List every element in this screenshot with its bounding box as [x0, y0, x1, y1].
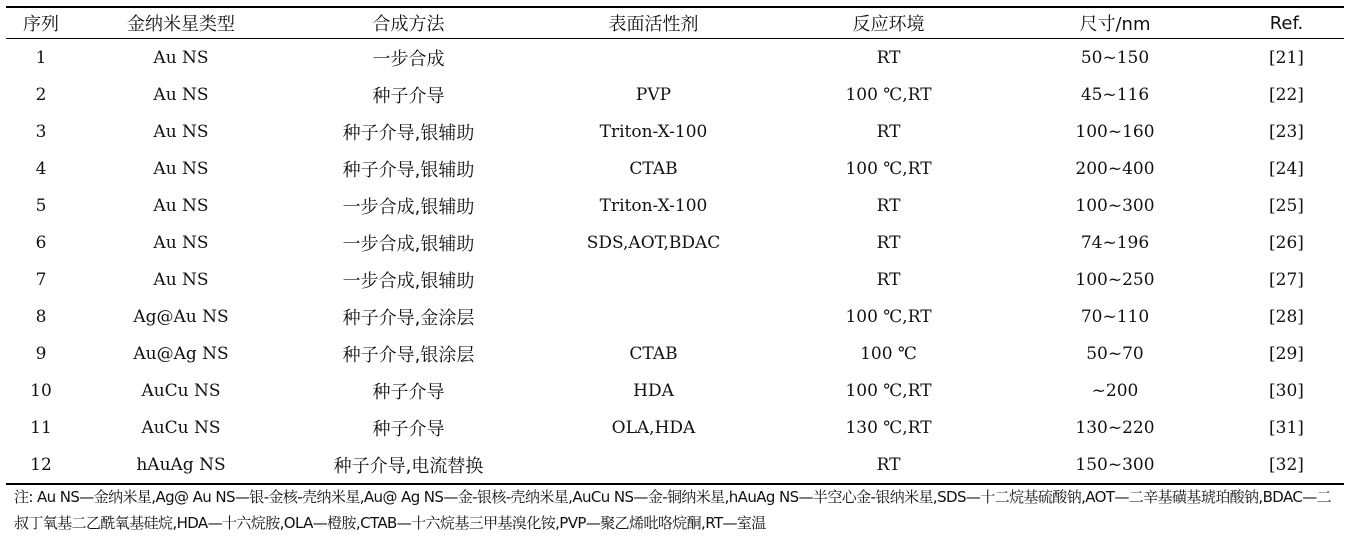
- cell-size: 100~300: [1075, 195, 1155, 216]
- cell-type: Au NS: [153, 84, 209, 105]
- cell-ref: [24]: [1269, 158, 1304, 179]
- cell-type: Au NS: [153, 121, 209, 142]
- cell-ref: [32]: [1229, 446, 1344, 484]
- cell-index: 7: [35, 269, 47, 290]
- cell-index: 8: [35, 306, 47, 327]
- table-row: [6, 39, 1344, 77]
- table-footnote: 注: Au NS—金纳米星,Ag@ Au NS—银-金核-壳纳米星,Au@ Ag NS—金-银核-壳纳米星,AuCu NS—金-铜纳米星,hAuAg NS—半空心金-银纳米星,SDS—十二烷基硫酸钠,AOT—二辛基磺基琥珀酸钠,BDAC—二叔丁氧基二乙酰氧基硅烷,HDA—十六烷胺,OLA—橙胺,CTAB—十六烷基三甲基溴化铵,PVP—聚乙烯吡咯烷酮,RT—室温: [14, 488, 1332, 532]
- header-index: 序列: [6, 7, 76, 39]
- cell-method: 一步合成,银辅助: [342, 196, 475, 218]
- cell-environment: RT: [776, 446, 1001, 484]
- cell-size: 70~110: [1080, 306, 1150, 327]
- cell-surfactant: Triton-X-100: [599, 121, 708, 142]
- cell-size: 74~196: [1080, 232, 1150, 253]
- cell-method: 种子介导,金涂层: [342, 307, 475, 329]
- cell-type: Au NS: [153, 158, 209, 179]
- cell-ref: [27]: [1269, 269, 1304, 290]
- cell-method: 一步合成,银辅助: [342, 270, 475, 292]
- cell-surfactant: [531, 446, 776, 484]
- cell-size: 45~116: [1080, 84, 1150, 105]
- cell-type: Au NS: [153, 195, 209, 216]
- cell-type: Au NS: [153, 269, 209, 290]
- cell-environment: 100 ℃,RT: [845, 380, 932, 401]
- cell-surfactant: OLA,HDA: [611, 417, 696, 438]
- cell-environment: RT: [876, 121, 901, 142]
- cell-type: Au NS: [153, 232, 209, 253]
- cell-environment: 130 ℃,RT: [845, 417, 932, 438]
- cell-method: 一步合成: [372, 48, 445, 70]
- table-header: [6, 7, 1344, 39]
- cell-environment: RT: [876, 269, 901, 290]
- cell-index: 12: [6, 446, 76, 484]
- cell-method: 种子介导,银辅助: [342, 122, 475, 144]
- header-type: 金纳米星类型: [76, 7, 286, 39]
- cell-ref: [22]: [1269, 84, 1304, 105]
- cell-surfactant: [531, 298, 776, 335]
- cell-ref: [29]: [1269, 343, 1304, 364]
- cell-size: 100~160: [1075, 121, 1155, 142]
- cell-method: 种子介导: [372, 381, 445, 403]
- cell-environment: RT: [876, 47, 901, 68]
- header-method: 合成方法: [286, 7, 531, 39]
- table-row: [6, 372, 1344, 409]
- table-row: [6, 409, 1344, 446]
- cell-size: ~200: [1091, 380, 1139, 401]
- cell-surfactant: SDS,AOT,BDAC: [586, 232, 721, 253]
- cell-index: 9: [35, 343, 47, 364]
- cell-method: 种子介导: [372, 418, 445, 440]
- nanostar-table: [6, 6, 1344, 485]
- table-row: [6, 446, 1344, 484]
- cell-type: Au@Ag NS: [133, 343, 229, 364]
- cell-method: 种子介导,银辅助: [342, 159, 475, 181]
- cell-environment: 100 ℃: [860, 343, 917, 364]
- cell-ref: [25]: [1269, 195, 1304, 216]
- cell-ref: [28]: [1269, 306, 1304, 327]
- cell-environment: 100 ℃,RT: [845, 306, 932, 327]
- cell-size: 100~250: [1075, 269, 1155, 290]
- cell-surfactant: PVP: [635, 84, 672, 105]
- cell-index: 10: [30, 380, 52, 401]
- cell-index: 1: [35, 47, 47, 68]
- cell-index: 3: [35, 121, 47, 142]
- cell-size: 50~150: [1080, 47, 1150, 68]
- table-row: [6, 224, 1344, 261]
- table-row: [6, 113, 1344, 150]
- cell-surfactant: CTAB: [629, 343, 678, 364]
- cell-type: AuCu NS: [141, 380, 221, 401]
- cell-ref: [26]: [1269, 232, 1304, 253]
- cell-ref: [30]: [1269, 380, 1304, 401]
- header-surfactant: 表面活性剂: [531, 7, 776, 39]
- cell-surfactant: HDA: [633, 380, 674, 401]
- cell-ref: [31]: [1269, 417, 1304, 438]
- cell-method: 种子介导,银涂层: [342, 344, 475, 366]
- cell-type: AuCu NS: [141, 417, 221, 438]
- header-ref: Ref.: [1229, 7, 1344, 39]
- cell-ref: [21]: [1269, 47, 1304, 68]
- cell-type: Ag@Au NS: [133, 306, 229, 327]
- cell-surfactant: Triton-X-100: [599, 195, 708, 216]
- table-row: [6, 76, 1344, 113]
- cell-environment: 100 ℃,RT: [845, 158, 932, 179]
- cell-surfactant: [531, 39, 776, 77]
- cell-index: 2: [35, 84, 47, 105]
- cell-type: Au NS: [153, 47, 209, 68]
- cell-size: 150~300: [1001, 446, 1229, 484]
- table-body: [6, 39, 1344, 485]
- cell-surfactant: CTAB: [629, 158, 678, 179]
- cell-surfactant: [531, 261, 776, 298]
- cell-method: 种子介导,电流替换: [286, 446, 531, 484]
- cell-size: 130~220: [1075, 417, 1155, 438]
- header-row: [6, 7, 1344, 39]
- cell-environment: RT: [876, 195, 901, 216]
- header-size: 尺寸/nm: [1001, 7, 1229, 39]
- cell-index: 11: [30, 417, 52, 438]
- cell-index: 6: [35, 232, 47, 253]
- cell-environment: RT: [876, 232, 901, 253]
- table-row: [6, 298, 1344, 335]
- header-environment: 反应环境: [776, 7, 1001, 39]
- table-row: [6, 150, 1344, 187]
- cell-type: hAuAg NS: [76, 446, 286, 484]
- table-row: [6, 335, 1344, 372]
- cell-method: 一步合成,银辅助: [342, 233, 475, 255]
- cell-index: 5: [35, 195, 47, 216]
- cell-method: 种子介导: [372, 85, 445, 107]
- cell-size: 50~70: [1086, 343, 1144, 364]
- cell-size: 200~400: [1075, 158, 1155, 179]
- cell-environment: 100 ℃,RT: [845, 84, 932, 105]
- cell-ref: [23]: [1269, 121, 1304, 142]
- table-row: [6, 187, 1344, 224]
- cell-index: 4: [35, 158, 47, 179]
- table-row: [6, 261, 1344, 298]
